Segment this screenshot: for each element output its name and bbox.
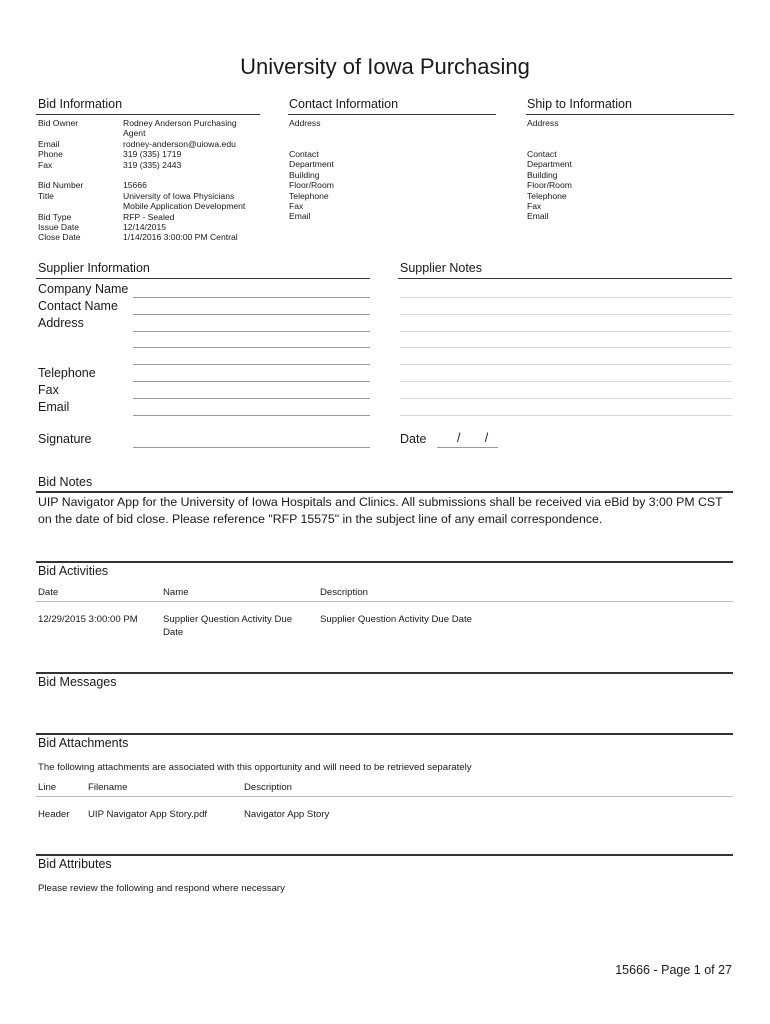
- bid-information-rule: [36, 114, 260, 115]
- contact-information-labels: [289, 149, 334, 222]
- bid-messages-top-rule: [36, 672, 733, 674]
- bid-information-heading: Bid Information: [38, 97, 123, 111]
- contact-label-floor-room: Floor/Room: [289, 180, 334, 191]
- activity-row-description: Supplier Question Activity Due Date: [320, 614, 472, 625]
- company-name-field[interactable]: [133, 297, 370, 298]
- signature-field[interactable]: [133, 447, 370, 448]
- supplier-notes-rule: [398, 278, 732, 279]
- supplier-notes-line-1[interactable]: [400, 297, 732, 298]
- contact-name-field[interactable]: [133, 314, 370, 315]
- label-blank-1: [38, 128, 83, 138]
- activity-row-name: [163, 614, 292, 639]
- signature-label: Signature: [38, 432, 92, 446]
- page-title: University of Iowa Purchasing: [240, 54, 530, 79]
- attachment-row-description: Navigator App Story: [244, 809, 330, 820]
- activities-col-date: Date: [38, 587, 59, 598]
- value-close-date: 1/14/2016 3:00:00 PM Central: [123, 232, 238, 243]
- label-blank-2: [38, 170, 83, 180]
- bid-attachments-top-rule: [36, 733, 733, 735]
- label-bid-type: Bid Type: [38, 211, 72, 222]
- bid-notes-heading: Bid Notes: [38, 475, 93, 489]
- label-email: Email: [38, 138, 60, 149]
- ship-label-email: Email: [527, 211, 549, 222]
- value-bid-type: RFP - Sealed: [123, 211, 175, 222]
- ship-label-fax: Fax: [527, 200, 542, 211]
- contact-address-label: Address: [289, 118, 321, 128]
- contact-label-email: Email: [289, 211, 311, 222]
- ship-label-telephone: Telephone: [527, 190, 567, 201]
- attachments-header-rule: [36, 796, 733, 797]
- activities-col-description: Description: [320, 587, 368, 598]
- ship-label-contact: Contact: [527, 149, 557, 159]
- address-field-3[interactable]: [133, 364, 370, 365]
- address-label: Address: [38, 316, 84, 330]
- bid-attributes-top-rule: [36, 854, 733, 856]
- bid-notes-text: UIP Navigator App for the University of Iowa Hospitals and Clinics. All submissions shall be received via eBid by 3:00 PM CST on the date of bid close. Please reference "RFP 15575" in the subject line of any email correspondence.: [38, 495, 723, 526]
- label-close-date: Close Date: [38, 232, 81, 243]
- value-email: rodney-anderson@uiowa.edu: [123, 138, 236, 149]
- supplier-information-rule: [36, 278, 370, 279]
- bid-activities-heading: Bid Activities: [38, 564, 109, 578]
- date-label: Date: [400, 432, 427, 446]
- label-bid-number: Bid Number: [38, 180, 84, 191]
- value-bid-owner: Rodney Anderson Purchasing: [123, 118, 237, 128]
- supplier-notes-heading: Supplier Notes: [400, 261, 482, 275]
- supplier-notes-line-6[interactable]: [400, 381, 732, 382]
- bid-attributes-heading: Bid Attributes: [38, 857, 112, 871]
- ship-to-information-heading: Ship to Information: [527, 97, 632, 111]
- supplier-notes-line-8[interactable]: [400, 415, 732, 416]
- label-title: Title: [38, 190, 54, 201]
- bid-activities-top-rule: [36, 561, 733, 563]
- ship-to-information-rule: [526, 114, 734, 115]
- attachments-col-filename: Filename: [88, 782, 128, 793]
- telephone-field[interactable]: [133, 381, 370, 382]
- value-blank: [123, 170, 245, 180]
- supplier-notes-line-3[interactable]: [400, 331, 732, 332]
- bid-messages-heading: Bid Messages: [38, 675, 117, 689]
- value-title-2: Mobile Application Development: [123, 201, 246, 212]
- bid-information-labels: [38, 118, 83, 243]
- address-field-1[interactable]: [133, 331, 370, 332]
- attachment-row-line: Header: [38, 809, 70, 820]
- supplier-notes-line-2[interactable]: [400, 314, 732, 315]
- ship-label-department: Department: [527, 159, 572, 170]
- value-bid-number: 15666: [123, 180, 147, 191]
- contact-label-department: Department: [289, 159, 334, 170]
- value-title: University of Iowa Physicians: [123, 190, 235, 201]
- label-phone: Phone: [38, 149, 63, 160]
- ship-label-building: Building: [527, 169, 558, 180]
- label-blank-3: [38, 201, 83, 211]
- attachment-row-filename[interactable]: UIP Navigator App Story.pdf: [88, 809, 208, 820]
- supplier-notes-line-5[interactable]: [400, 364, 732, 365]
- date-field[interactable]: [437, 447, 498, 448]
- email-field[interactable]: [133, 415, 370, 416]
- activities-col-name: Name: [163, 587, 189, 598]
- value-issue-date: 12/14/2015: [123, 221, 167, 232]
- contact-label-telephone: Telephone: [289, 190, 329, 201]
- value-fax: 319 (335) 2443: [123, 159, 182, 170]
- contact-label-building: Building: [289, 169, 320, 180]
- bid-attachments-heading: Bid Attachments: [38, 736, 129, 750]
- activity-row-name-line2: Date: [163, 626, 184, 638]
- activities-header-rule: [36, 601, 733, 602]
- supplier-notes-line-7[interactable]: [400, 398, 732, 399]
- ship-address-label: Address: [527, 118, 559, 128]
- supplier-notes-line-4[interactable]: [400, 347, 732, 348]
- activity-row-date: 12/29/2015 3:00:00 PM: [38, 614, 138, 625]
- value-bid-owner-2: Agent: [123, 128, 146, 139]
- ship-label-floor-room: Floor/Room: [527, 180, 572, 191]
- fax-field[interactable]: [133, 398, 370, 399]
- attachments-col-line: Line: [38, 782, 57, 793]
- contact-name-label: Contact Name: [38, 299, 118, 313]
- attachments-intro: The following attachments are associated with this opportunity and will need to be retrieved separately: [38, 762, 472, 773]
- ship-to-information-labels: [527, 149, 572, 222]
- activity-row-name-line1: Supplier Question Activity Due: [163, 614, 293, 625]
- contact-label-contact: Contact: [289, 149, 319, 159]
- telephone-label: Telephone: [38, 366, 96, 380]
- contact-information-heading: Contact Information: [289, 97, 399, 111]
- label-issue-date: Issue Date: [38, 221, 80, 232]
- page-number: 15666 - Page 1 of 27: [615, 963, 732, 977]
- label-bid-owner: Bid Owner: [38, 118, 79, 128]
- attachments-col-description: Description: [244, 782, 292, 793]
- value-phone: 319 (335) 1719: [123, 149, 182, 160]
- fax-label: Fax: [38, 383, 59, 397]
- address-field-2[interactable]: [133, 347, 370, 348]
- email-label: Email: [38, 400, 70, 414]
- bid-information-values: [123, 118, 245, 243]
- bid-notes-rule: [36, 491, 733, 493]
- attributes-intro: Please review the following and respond where necessary: [38, 883, 285, 894]
- contact-label-fax: Fax: [289, 200, 304, 211]
- label-fax: Fax: [38, 159, 53, 170]
- contact-information-rule: [288, 114, 496, 115]
- company-name-label: Company Name: [38, 282, 129, 296]
- date-slashes: / /: [457, 431, 489, 445]
- supplier-information-heading: Supplier Information: [38, 261, 150, 275]
